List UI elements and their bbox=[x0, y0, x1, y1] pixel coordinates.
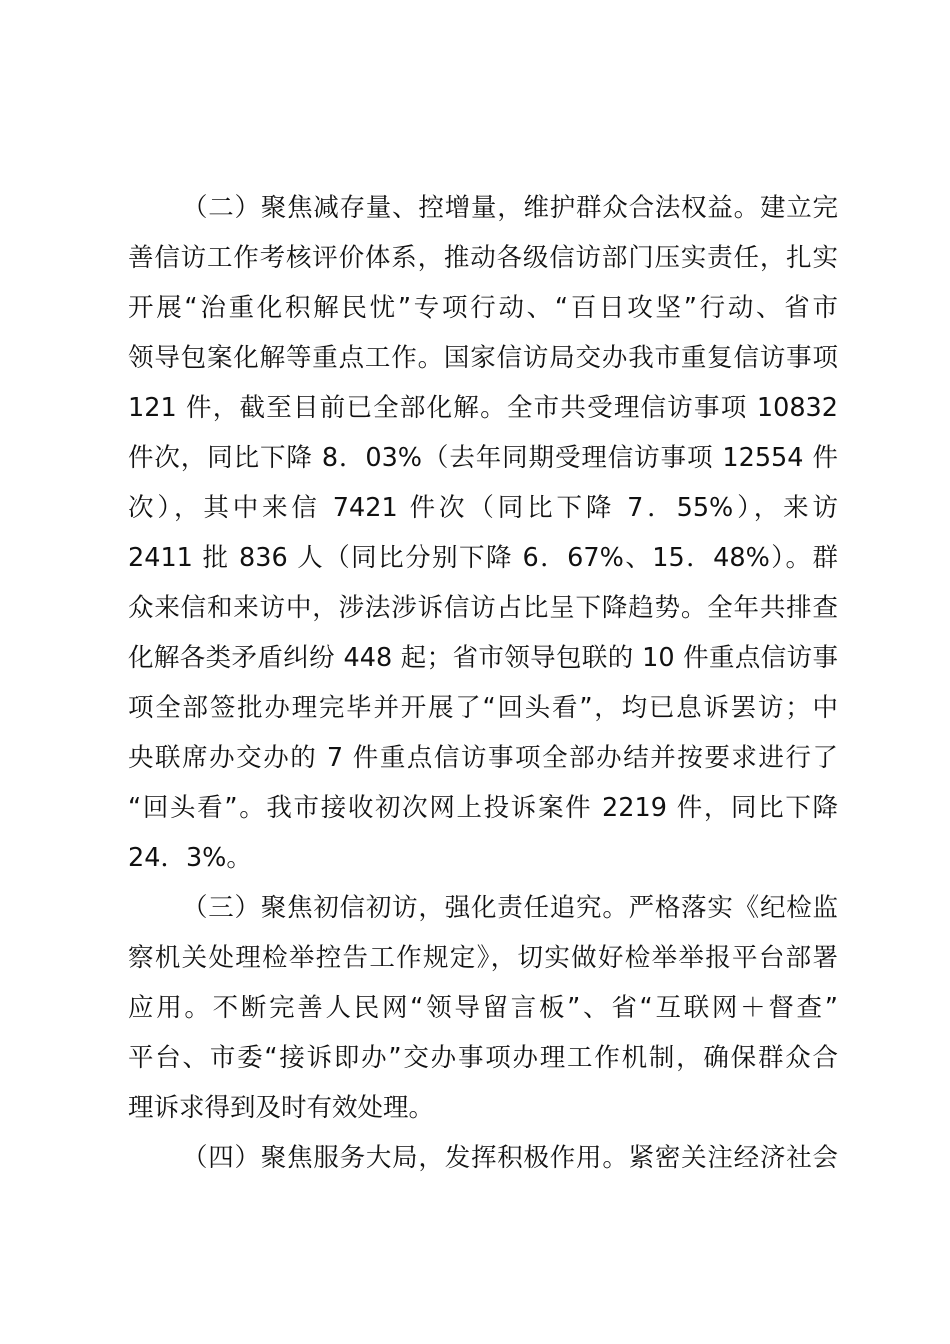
paragraph-2-line-8: 2411 批 836 人（同比分别下降 6．67%、15．48%）。群 bbox=[128, 543, 838, 573]
paragraph-2-line-3: 开展“治重化积解民忧”专项行动、“百日攻坚”行动、省市 bbox=[128, 293, 838, 323]
paragraph-2-line-11: 项全部签批办理完毕并开展了“回头看”，均已息诉罢访；中 bbox=[128, 693, 838, 723]
paragraph-2-line-12: 央联席办交办的 7 件重点信访事项全部办结并按要求进行了 bbox=[128, 743, 838, 773]
paragraph-2-line-5: 121 件，截至目前已全部化解。全市共受理信访事项 10832 bbox=[128, 393, 838, 423]
paragraph-2-line-6: 件次，同比下降 8．03%（去年同期受理信访事项 12554 件 bbox=[128, 443, 838, 473]
paragraph-2-line-2: 善信访工作考核评价体系，推动各级信访部门压实责任，扎实 bbox=[128, 243, 838, 273]
document-body bbox=[128, 183, 838, 1183]
paragraph-3-line-1: （三）聚焦初信初访，强化责任追究。严格落实《纪检监 bbox=[182, 893, 838, 923]
paragraph-2-line-1: （二）聚焦减存量、控增量，维护群众合法权益。建立完 bbox=[182, 193, 838, 223]
paragraph-2-line-10: 化解各类矛盾纠纷 448 起；省市领导包联的 10 件重点信访事 bbox=[128, 643, 838, 673]
paragraph-3-line-4: 平台、市委“接诉即办”交办事项办理工作机制，确保群众合 bbox=[128, 1043, 838, 1073]
paragraph-3-line-3: 应用。不断完善人民网“领导留言板”、省“互联网＋督查” bbox=[128, 993, 838, 1023]
paragraph-2-line-13: “回头看”。我市接收初次网上投诉案件 2219 件，同比下降 bbox=[128, 793, 838, 823]
paragraph-4-line-1: （四）聚焦服务大局，发挥积极作用。紧密关注经济社会 bbox=[182, 1143, 838, 1173]
paragraph-2-line-9: 众来信和来访中，涉法涉诉信访占比呈下降趋势。全年共排查 bbox=[128, 593, 838, 623]
paragraph-2-line-14: 24．3%。 bbox=[128, 843, 252, 873]
paragraph-2-line-4: 领导包案化解等重点工作。国家信访局交办我市重复信访事项 bbox=[128, 343, 838, 373]
paragraph-3-line-2: 察机关处理检举控告工作规定》，切实做好检举举报平台部署 bbox=[128, 943, 838, 973]
paragraph-2-line-7: 次），其中来信 7421 件次（同比下降 7．55%），来访 bbox=[128, 493, 838, 523]
paragraph-3-line-5: 理诉求得到及时有效处理。 bbox=[128, 1093, 435, 1123]
